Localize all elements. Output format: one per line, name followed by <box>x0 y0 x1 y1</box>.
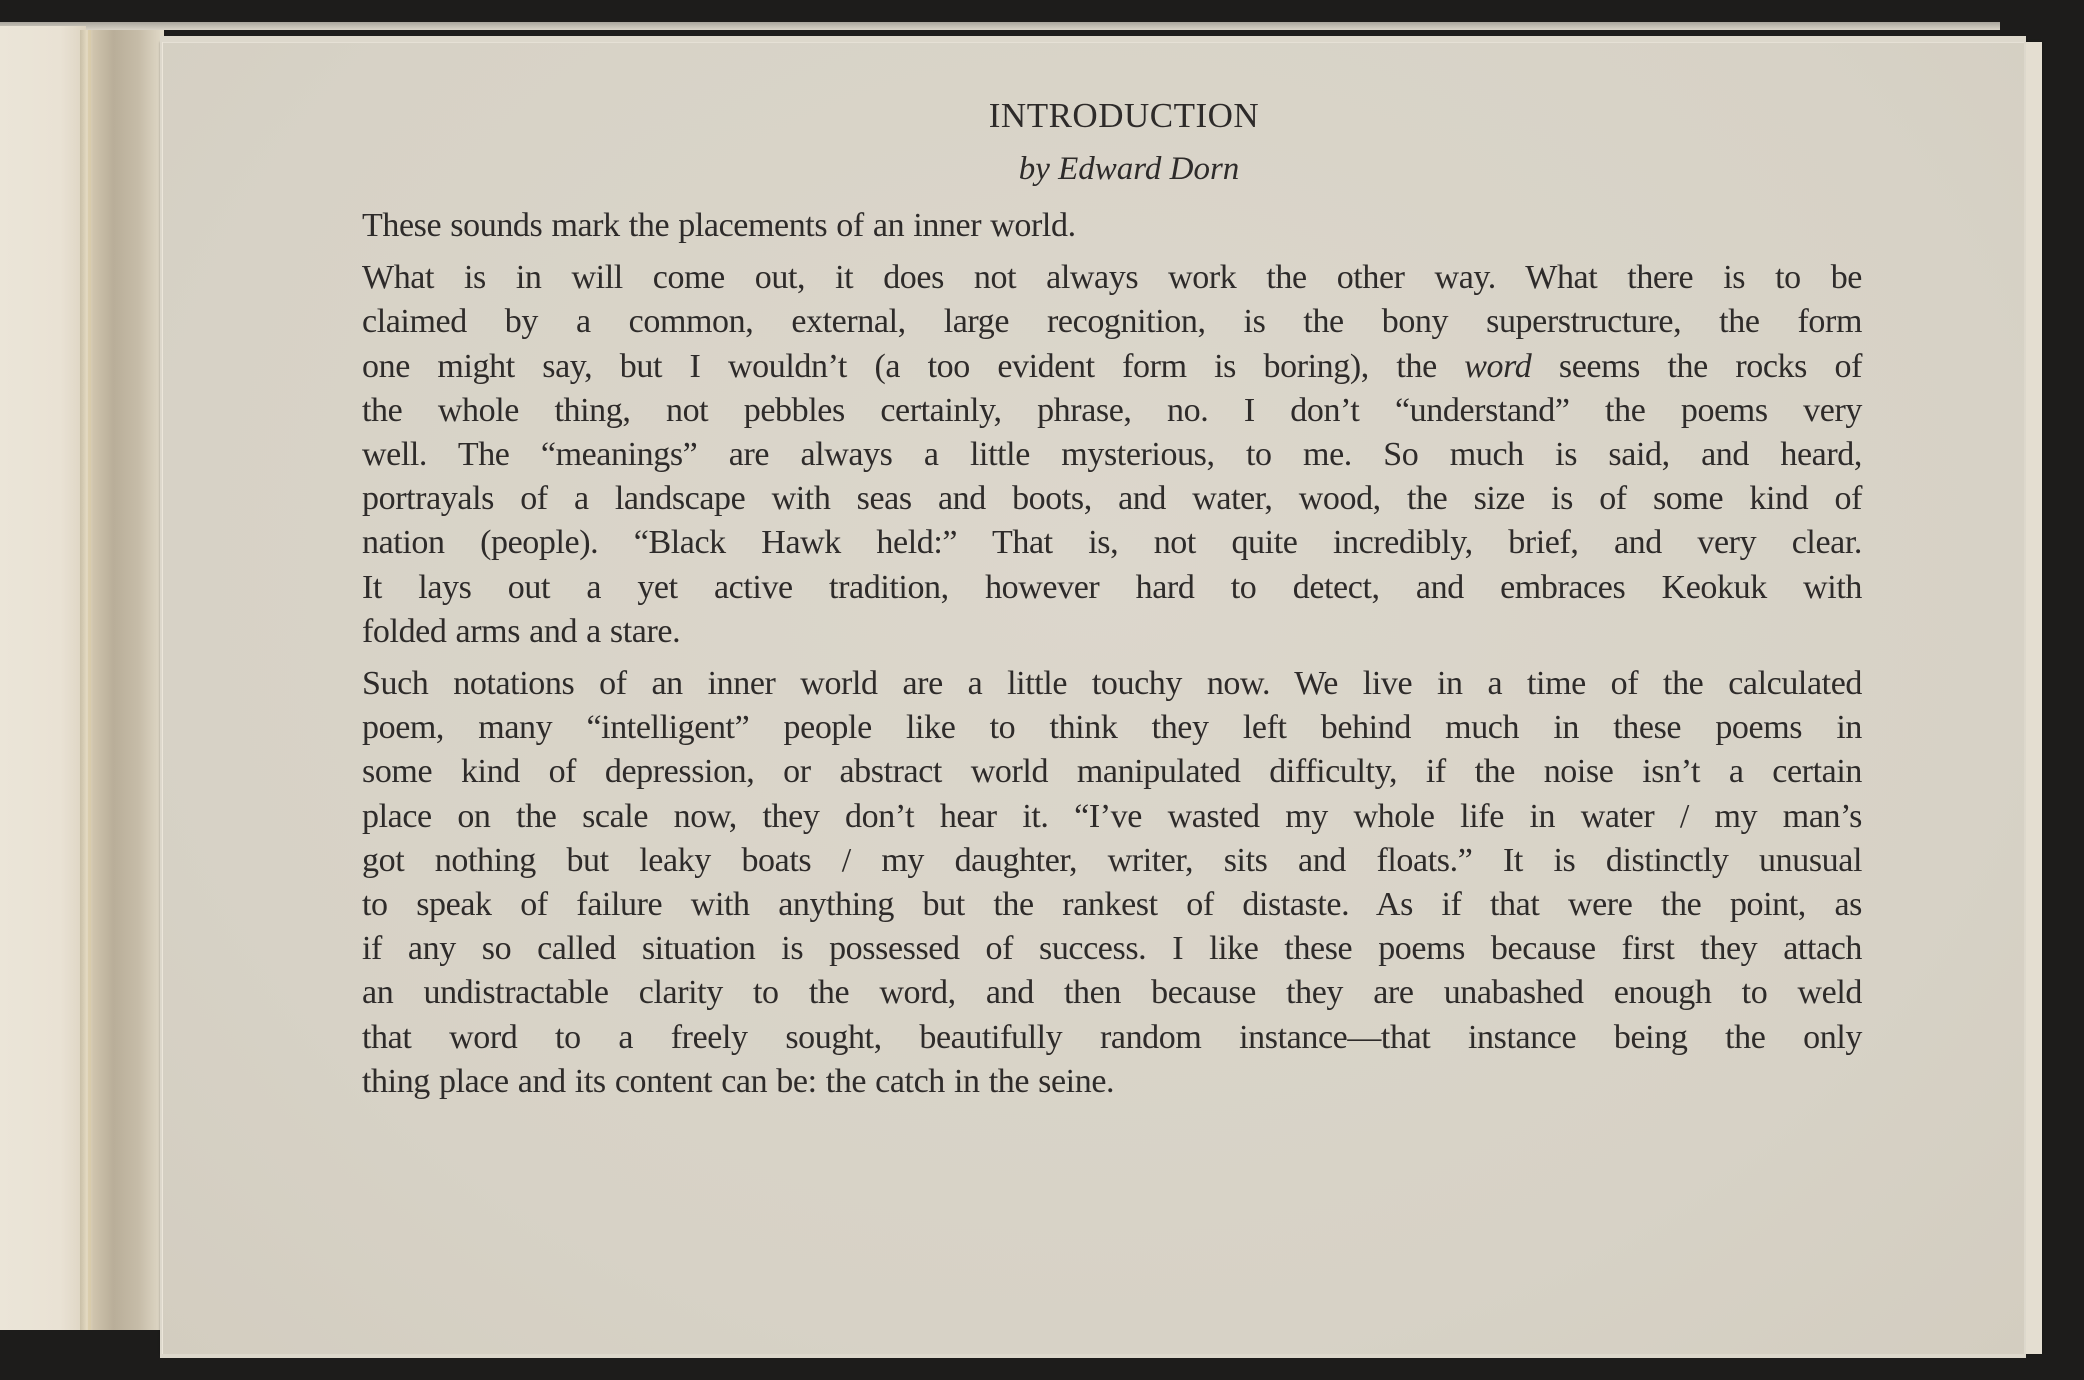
text-line: to speak of failure with anything but the rankest of distaste. As if that were the point, as <box>362 886 1862 924</box>
text-line-with-emphasis <box>362 345 1862 389</box>
text-segment: one might say, but I wouldn’t (a too evident form is boring), the <box>362 347 1465 385</box>
text-line: if any so called situation is possessed of success. I like these poems because first they attach <box>362 930 1862 968</box>
author-byline: by Edward Dorn <box>1018 151 1240 187</box>
emphasized-word: word <box>1464 347 1532 385</box>
text-line: that word to a freely sought, beautifully random instance—that instance being the only <box>362 1018 1862 1056</box>
text-line: thing place and its content can be: the catch in the seine. <box>362 1062 1115 1100</box>
text-line: What is in will come out, it does not always work the other way. What there is to be <box>362 259 1862 297</box>
left-page-edge <box>0 26 86 1330</box>
text-line: claimed by a common, external, large recognition, is the bony superstructure, the form <box>362 303 1862 341</box>
text-line: some kind of depression, or abstract world manipulated difficulty, if the noise isn’t a certain <box>362 753 1862 791</box>
introduction-text <box>362 88 1862 1104</box>
text-line: poem, many “intelligent” people like to think they left behind much in these poems in <box>362 709 1862 747</box>
text-line: portrayals of a landscape with seas and boots, and water, wood, the size is of some kind of <box>362 480 1862 518</box>
paragraph-1 <box>362 204 1862 248</box>
text-line: It lays out a yet active tradition, however hard to detect, and embraces Keokuk with <box>362 568 1862 606</box>
text-line: folded arms and a stare. <box>362 612 681 650</box>
book-top-edge <box>0 22 2000 30</box>
text-segment: seems the rocks of <box>1531 347 1862 385</box>
spine-gutter <box>80 30 164 1330</box>
paragraph-2 <box>362 256 1862 654</box>
text-line: These sounds mark the placements of an inner world. <box>362 207 1076 244</box>
text-line: got nothing but leaky boats / my daughter, writer, sits and floats.” It is distinctly unusual <box>362 841 1862 879</box>
text-line: the whole thing, not pebbles certainly, phrase, no. I don’t “understand” the poems very <box>362 391 1862 429</box>
text-line: nation (people). “Black Hawk held:” That is, not quite incredibly, brief, and very clear. <box>362 524 1862 562</box>
text-line: Such notations of an inner world are a little touchy now. We live in a time of the calculated <box>362 665 1862 703</box>
text-line: an undistractable clarity to the word, and then because they are unabashed enough to weld <box>362 974 1862 1012</box>
paragraph-3 <box>362 662 1862 1104</box>
page-title: INTRODUCTION <box>988 96 1260 135</box>
text-line: place on the scale now, they don’t hear it. “I’ve wasted my whole life in water / my man’s <box>362 797 1862 835</box>
text-line: well. The “meanings” are always a little mysterious, to me. So much is said, and heard, <box>362 436 1862 474</box>
